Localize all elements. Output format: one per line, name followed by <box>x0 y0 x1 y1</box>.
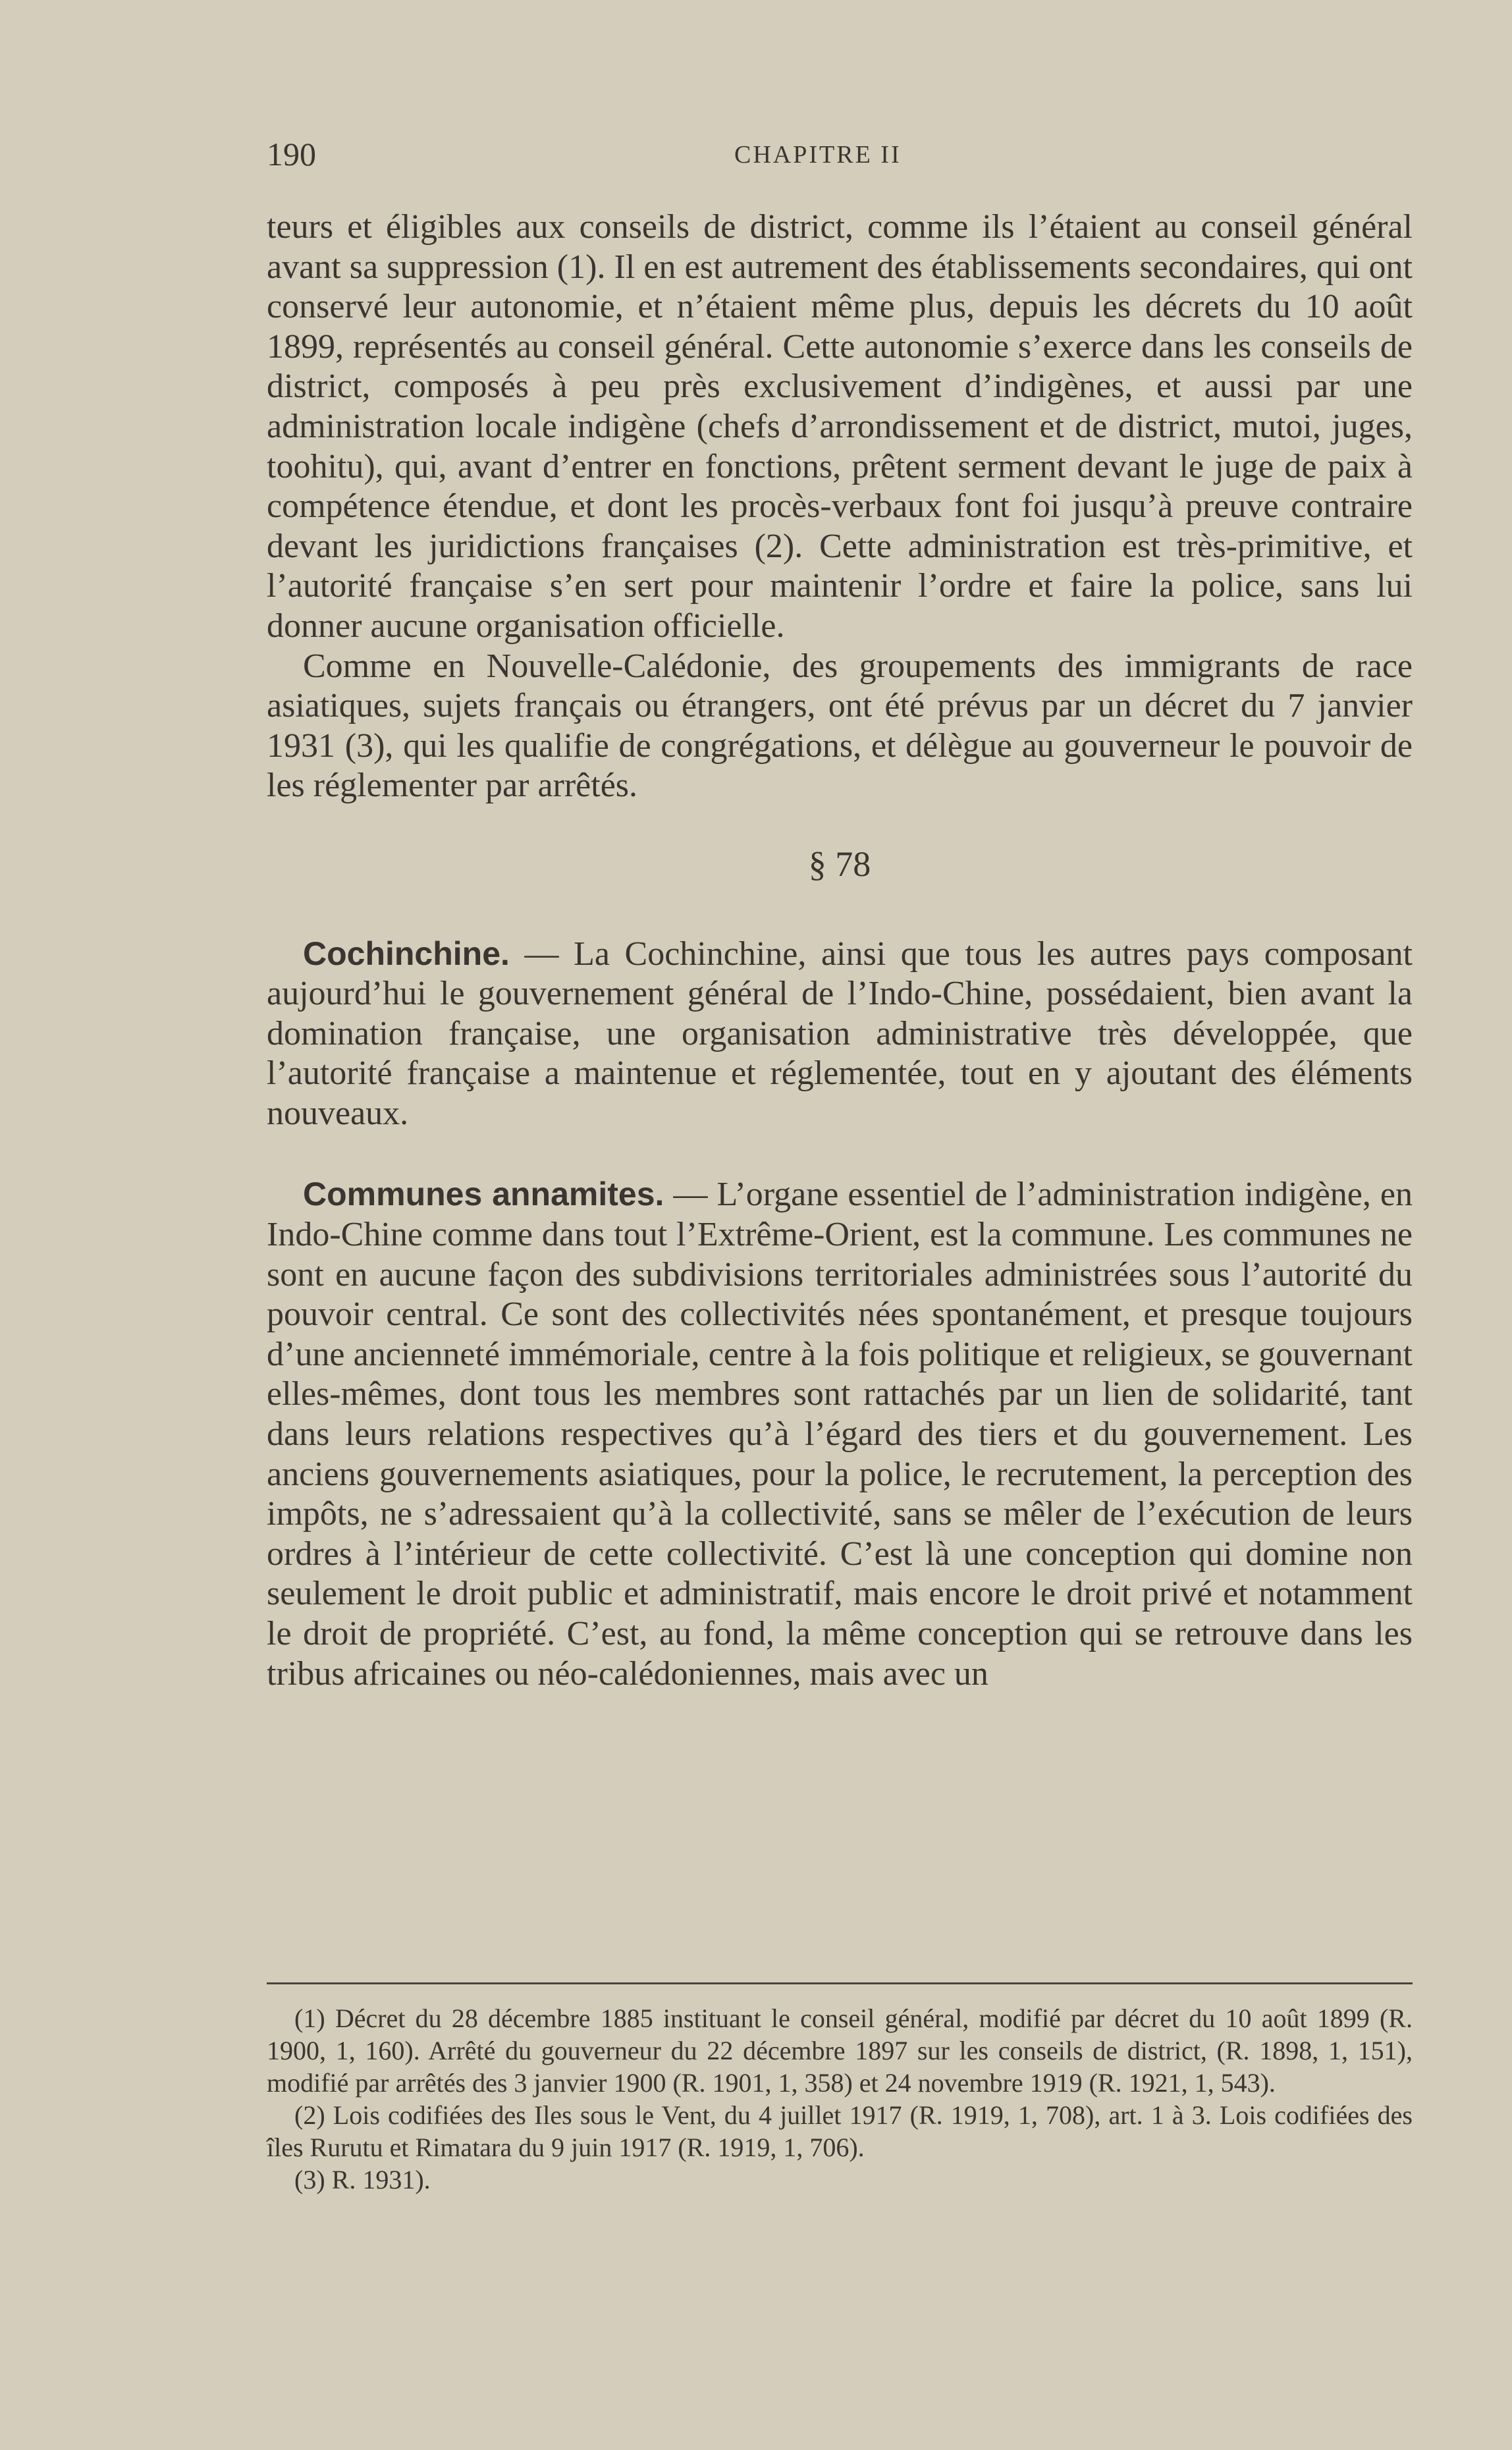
run-in-heading-cochinchine: Cochinchine. <box>303 935 510 972</box>
footnote-3: (3) R. 1931). <box>294 2165 431 2194</box>
footnote-rule <box>267 1982 1413 1984</box>
footnote-2: (2) Lois codifiées des Iles sous le Vent, du 4 juillet 1917 (R. 1919, 1, 708), art. 1 à 3. Lois codifiées des îles Rurutu et Rimatara du 9 juin 1917 (R. 1919, 1, 706). <box>267 2100 1413 2162</box>
main-text <box>267 207 1413 1694</box>
page-number: 190 <box>267 136 316 173</box>
footnotes <box>267 2002 1413 2196</box>
page-header <box>267 135 1413 181</box>
paragraph-cochinchine <box>267 934 1413 1134</box>
chapter-title: CHAPITRE II <box>734 141 902 169</box>
paragraph-congregations: Comme en Nouvelle-Calédonie, des groupements des immigrants de race asiatiques, sujets français ou étrangers, ont été prévus par un décret du 7 janvier 1931 (3), qui les qualifie de congrégations, et délègue au gouverneur le pouvoir de les réglementer par arrêtés. <box>267 647 1413 805</box>
run-in-heading-communes: Communes annamites. <box>303 1176 664 1213</box>
paragraph-communes <box>267 1174 1413 1694</box>
paragraph-cochinchine-text: — La Cochinchine, ainsi que tous les autres pays composant aujourd’hui le gouvernement général de l’Indo-Chine, possédaient, bien avant la domination française, une organisation administrative très développée, que l’autorité française a maintenue et réglementée, tout en y ajoutant des éléments nouveaux. <box>267 935 1413 1132</box>
paragraph-continued: teurs et éligibles aux conseils de district, comme ils l’étaient au conseil général avant sa suppression (1). Il en est autrement des établissements secondaires, qui ont conservé leur autonomie, et n’étaient même plus, depuis les décrets du 10 août 1899, représentés au conseil général. Cette autonomie s’exerce dans les conseils de district, composés à peu près exclusivement d’indigènes, et aussi par une administration locale indigène (chefs d’arrondissement et de district, mutoi, juges, toohitu), qui, avant d’entrer en fonctions, prêtent serment devant le juge de paix à compétence étendue, et dont les procès-verbaux font foi jusqu’à preuve contraire devant les juridictions françaises (2). Cette administration est très-primitive, et l’autorité française s’en sert pour maintenir l’ordre et faire la police, sans lui donner aucune organisation officielle. <box>267 208 1413 645</box>
paragraph-communes-text: — L’organe essentiel de l’administration indigène, en Indo-Chine comme dans tout l’Extrême-Orient, est la commune. Les communes ne sont en aucune façon des subdivisions territoriales administrées sous l’autorité du pouvoir central. Ce sont des collectivités nées spontanément, et presque toujours d’une ancienneté immémoriale, centre à la fois politique et religieux, se gouvernant elles-mêmes, dont tous les membres sont rattachés par un lien de solidarité, tant dans leurs relations respectives qu’à l’égard des tiers et du gouvernement. Les anciens gouvernements asiatiques, pour la police, le recrutement, la perception des impôts, ne s’adressaient qu’à la collectivité, sans se mêler de l’exécution de leurs ordres à l’intérieur de cette collectivité. C’est là une conception qui domine non seulement le droit public et administratif, mais encore le droit privé et notamment le droit de propriété. C’est, au fond, la même conception qui se retrouve dans les tribus africaines ou néo-calédoniennes, mais avec un <box>267 1176 1413 1693</box>
footnote-1: (1) Décret du 28 décembre 1885 instituant le conseil général, modifié par décret du 10 août 1899 (R. 1900, 1, 160). Arrêté du gouverneur du 22 décembre 1897 sur les conseils de district, (R. 1898, 1, 151), modifié par arrêtés des 3 janvier 1900 (R. 1901, 1, 358) et 24 novembre 1919 (R. 1921, 1, 543). <box>267 2003 1413 2098</box>
section-heading: § 78 <box>808 844 871 884</box>
